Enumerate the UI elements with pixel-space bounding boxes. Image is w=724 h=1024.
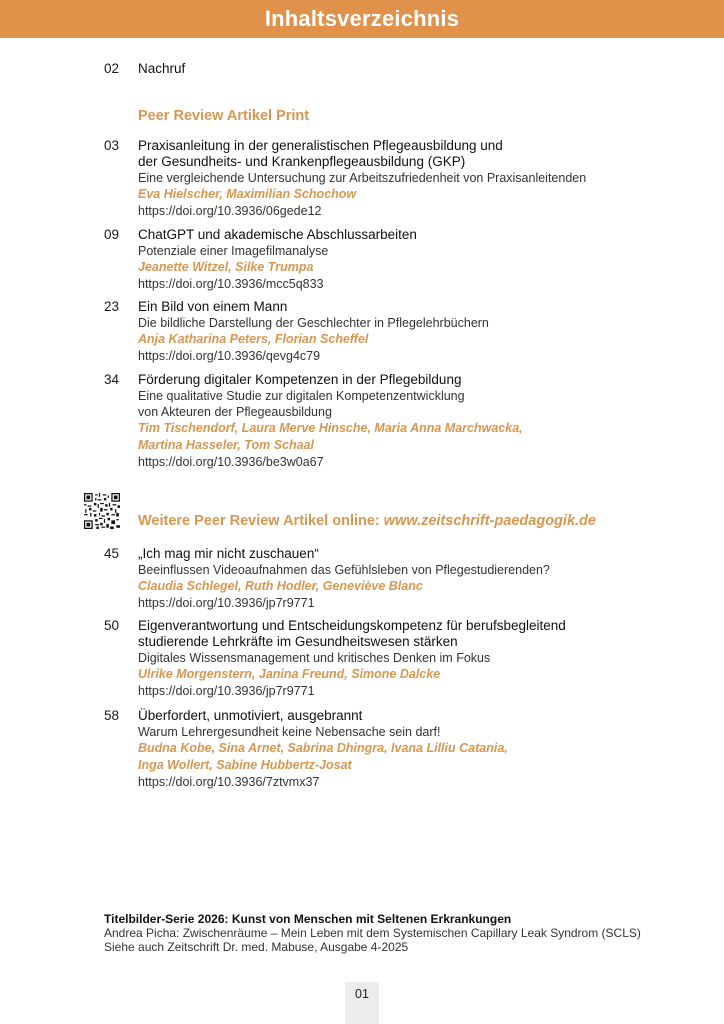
entry-authors: Ulrike Morgenstern, Janina Freund, Simone Dalcke [138,667,441,681]
entry-subtitle: Warum Lehrergesundheit keine Nebensache sein darf! [138,725,441,739]
entry-subtitle-line2: von Akteuren der Pflegeausbildung [138,405,332,419]
entry-doi-link[interactable]: https://doi.org/10.3936/qevg4c79 [138,349,321,363]
page-ref: 34 [104,372,120,387]
entry-doi-link[interactable]: https://doi.org/10.3936/jp7r9771 [138,684,315,698]
page-ref: 23 [104,299,120,314]
page-ref: 45 [104,546,120,561]
cover-series-title: Titelbilder-Serie 2026: Kunst von Menschen mit Seltenen Erkrankungen [104,912,512,926]
entry-authors: Eva Hielscher, Maximilian Schochow [138,187,357,201]
entry-subtitle: Eine vergleichende Untersuchung zur Arbeitszufriedenheit von Praxisanleitenden [138,171,587,185]
page-ref: 58 [104,708,120,723]
page-title: Inhaltsverzeichnis [264,6,460,31]
entry-authors: Tim Tischendorf, Laura Merve Hinsche, Maria Anna Marchwacka, [138,421,523,435]
entry-subtitle: Die bildliche Darstellung der Geschlechter in Pflegelehrbüchern [138,316,489,330]
page-number: 01 [345,982,379,1024]
entry-subtitle: Beeinflussen Videoaufnahmen das Gefühlsleben von Pflegestudierenden? [138,563,550,577]
section-heading-online [138,513,596,529]
entry-subtitle: Digitales Wissensmanagement und kritisches Denken im Fokus [138,651,491,665]
entry-title-line2: studierende Lehrkräfte im Gesundheitswesen stärken [138,634,458,649]
entry-doi-link[interactable]: https://doi.org/10.3936/be3w0a67 [138,455,324,469]
section-heading-text: Weitere Peer Review Artikel online: [138,513,384,529]
entry-doi-link[interactable]: https://doi.org/10.3936/jp7r9771 [138,596,315,610]
entry-authors: Jeanette Witzel, Silke Trumpa [138,260,314,274]
entry-title: ChatGPT und akademische Abschlussarbeiten [138,227,417,242]
cover-artist-line: Andrea Picha: Zwischenräume – Mein Leben mit dem Systemischen Capillary Leak Syndrom (SCLS) [104,926,641,940]
entry-title: Förderung digitaler Kompetenzen in der Pflegebildung [138,372,462,387]
entry-title: Praxisanleitung in der generalistischen Pflegeausbildung und [138,138,503,153]
entry-authors-line2: Martina Hasseler, Tom Schaal [138,438,315,452]
entry-title: Ein Bild von einem Mann [138,299,288,314]
qr-code-icon[interactable] [84,493,120,529]
cover-credits [104,912,664,954]
entry-authors: Budna Kobe, Sina Arnet, Sabrina Dhingra, Ivana Lilliu Catania, [138,741,508,755]
entry-subtitle: Eine qualitative Studie zur digitalen Kompetenzentwicklung [138,389,465,403]
entry-title: „Ich mag mir nicht zuschauen“ [138,546,319,561]
page-ref: 03 [104,138,120,153]
entry-authors-line2: Inga Wollert, Sabine Hubbertz-Josat [138,758,352,772]
entry-title-line2: der Gesundheits- und Krankenpflegeausbildung (GKP) [138,154,466,169]
entry-subtitle: Potenziale einer Imagefilmanalyse [138,244,329,258]
section-heading-print: Peer Review Artikel Print [138,108,310,124]
entry-title: Überfordert, unmotiviert, ausgebrannt [138,708,363,723]
entry-doi-link[interactable]: https://doi.org/10.3936/7ztvmx37 [138,775,320,789]
page-ref: 50 [104,618,120,633]
page-ref: 09 [104,227,120,242]
page-ref: 02 [104,61,120,76]
entry-authors: Anja Katharina Peters, Florian Scheffel [138,332,369,346]
header-bar [0,0,724,38]
website-link[interactable]: www.zeitschrift-paedagogik.de [383,513,596,529]
entry-doi-link[interactable]: https://doi.org/10.3936/mcc5q833 [138,277,324,291]
entry-title: Nachruf [138,61,186,76]
entry-doi-link[interactable]: https://doi.org/10.3936/06gede12 [138,204,322,218]
cover-reference-line: Siehe auch Zeitschrift Dr. med. Mabuse, Ausgabe 4-2025 [104,940,409,954]
entry-authors: Claudia Schlegel, Ruth Hodler, Geneviève Blanc [138,579,423,593]
entry-title: Eigenverantwortung und Entscheidungskompetenz für berufsbegleitend [138,618,566,633]
